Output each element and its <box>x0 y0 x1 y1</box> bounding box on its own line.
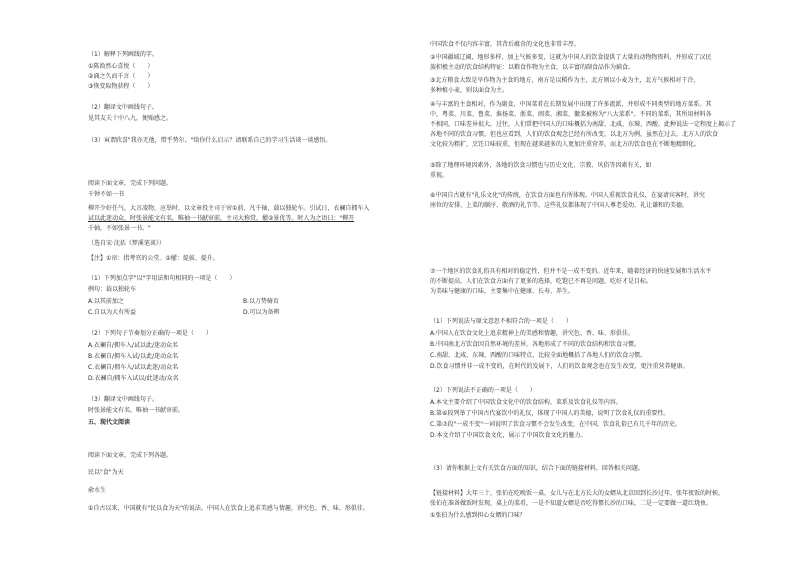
article-paragraph: 中国饮食不仅内容丰富，其背后蕴含的文化也非常丰厚。 <box>430 41 581 48</box>
question-item: ②诵之久而千言（ ） <box>88 73 154 80</box>
option-a: A.中国人在饮食文化上追求精神上的美感和情趣，讲究色、香、味、形俱佳。 <box>430 330 634 337</box>
article-paragraph: 多种植小麦，则以面食为主。 <box>430 87 509 94</box>
reading-intro: 阅读下面文章，完成下列各题。 <box>88 452 173 459</box>
article-paragraph: 不相同，口味差异很大。过往，人们常把中国人的口味概括为南甜、北咸、东辣、西酸。此种说法一定程度上揭示了 <box>430 121 737 128</box>
option-b: B.第⑥段列举了中国古代宴饮中的礼仪，体现了中国人的美德，说明了饮食礼仪的重要性。 <box>430 410 670 417</box>
question-item: ③恢变取物获程（ ） <box>88 83 154 90</box>
option-d: D.可以为备辨 <box>243 309 280 316</box>
question-item: ①陈涣然心喜悦（ ） <box>88 63 154 70</box>
article-paragraph: ⑤除了地理环境因素外，各地的饮食习惯也与历史文化、宗教、风俗等因素有关，如 <box>430 162 652 169</box>
option-a: A.衣襕自/拥车入/试以此/迷动众名 <box>88 342 178 349</box>
option-b: B.以万势骑育 <box>243 298 280 305</box>
link-material: 张伯在准备做饭时发现，桌上的菜肴，一是不知道女婿是否吃得惯长沙的口味，二是一定要做一道红烧鱼。 <box>430 500 713 507</box>
article-body: 柳开少好任气，大言凌物，应举时，以文章投主司于帘①前，凡千轴，载以独轮车。引试日，衣襕自拥车入 <box>88 205 370 212</box>
option-a: A.以其前加之 <box>88 298 124 305</box>
question-header: （1）下列说法与原文意思不相符合的一项是（ ） <box>430 318 572 325</box>
option-b: B.衣襕自/拥车入试/以此/迷动众名 <box>88 353 179 360</box>
article-paragraph: 重视。 <box>430 172 449 179</box>
question-text: 时张景能文有名，唯袖一书献帘前。 <box>88 407 185 414</box>
question-text: ①张伯为什么感到担心女婿的口味？ <box>430 512 526 519</box>
article-body: 试以此迷动众，时张景能文有名，唯袖一书献帘前，主司大称赏，擢②景优等。时人为之语曰："柳开 <box>88 215 355 222</box>
section-heading: 五、现代文阅读 <box>88 419 131 426</box>
question-header: （1）解释下列画线的字。 <box>88 51 158 58</box>
option-d: D.本文介绍了中国饮食文化，展示了中国饮食文化的魅力。 <box>430 432 587 439</box>
article-paragraph: 族积极主动的饮食结构特征：以粮食作物为主食，以丰富的副食品作为辅食。 <box>430 64 635 71</box>
left-column <box>88 0 388 562</box>
question-example: 例句：载以独轮车 <box>88 286 137 293</box>
option-c: C.南甜、北咸、东辣、西酸的口味特点，比较全面地概括了各地人们的饮食习惯。 <box>430 352 647 359</box>
article-paragraph: ⑦一个地区的饮食礼俗具有相对的稳定性，但并不是一成不变的。近年来，随着经济的快速发展和生活水平 <box>430 268 712 275</box>
question-header: （2）下列说法不正确的一项是（ ） <box>430 387 536 394</box>
article-paragraph: 座位的安排、上菜的顺序、敬酒的礼节等，这些礼仪都体现了中国人尊老爱幼、礼让谦和的美德。 <box>430 202 689 209</box>
link-material: 【链接材料】大年三十，张伯在吃晚饭一桌，女儿与在北方长大的女婿从北京回到长沙过年，张年夜饭的时候， <box>430 490 725 497</box>
article-note: 【注】①帘：指考官的公堂。②擢：提拔、提升。 <box>88 255 219 262</box>
reading-intro: 阅读下面文章，完成下列问题。 <box>88 180 173 187</box>
article-paragraph: ⑥中国自古就有"礼乐文化"的传统，在饮食方面也有所体现。中国人重视饮食礼仪，在宴请宾客时，讲究 <box>430 192 705 199</box>
question-header: （3）寅谓欣喜"我亦无他，惜乎势尔。"给你什么启示？请联系自己的学习生活谈一谈感悟。 <box>88 137 332 144</box>
option-b: B.中国南北方饮食因自然环境的差异，各地形成了不同的饮食结构和饮食习惯。 <box>430 341 641 348</box>
article-title: 民以"食"为天 <box>88 469 124 476</box>
question-header: （1）下列加点字"以"字用法和句相同的一项是（ ） <box>88 275 236 282</box>
question-header: （3）请你根据上文有关饮食方面的知识，结合下面的链接材料，回答相关问题。 <box>430 465 644 472</box>
article-paragraph: ③北方粮食大致是旱作物为主食的地方，南方是以稻作为主，北方则以小麦为主，北方气候相对干冷， <box>430 77 700 84</box>
option-c: C.自以为大有所益 <box>88 309 137 316</box>
question-text: 见其友夫十中八九，便贻感之。 <box>88 115 173 122</box>
article-paragraph: 各地不同的饮食习惯，但也应看到，人们的饮食观念已经有所改变，以北方为例，虽然在过去，北方人的饮食 <box>430 131 719 138</box>
option-a: A.本文主要介绍了中国饮食文化中的饮食结构、菜系及饮食礼仪等内容。 <box>430 399 622 406</box>
article-author: 俞水生 <box>88 487 107 494</box>
question-header: （2）翻译文中画线句子。 <box>88 104 158 111</box>
right-column <box>430 0 770 562</box>
article-paragraph: ①自古以来，中国就有"民以食为天"的说法。中国人在饮食上追求美感与情趣，讲究色、香、味、形俱佳。 <box>88 505 369 512</box>
article-paragraph: ②中国疆域辽阔，地形多样，加上气候多变，这就为中国人的饮食提供了大量的动物物资料，并形成了汉民 <box>430 54 712 61</box>
question-header: （3）翻译文中画线句子。 <box>88 396 158 403</box>
option-c: C.第⑦段"一成不变"一词说明了饮食习惯不会发生改变，在中国，饮食礼俗已有几千年的历史。 <box>430 421 681 428</box>
question-header: （2）下列句子节奏划分正确的一项是（ ） <box>88 330 212 337</box>
article-paragraph: ④与丰富的主食相对，作为副食，中国菜肴在长期发展中出现了许多流派，并形成不同类型的地方菜系。其 <box>430 101 712 108</box>
option-d: D.衣襕自/拥车入试以/此迷动/众名 <box>88 375 179 382</box>
article-body: 千轴，不如张景一书。" <box>88 225 151 232</box>
article-source: （选自宋·沈括《梦溪笔谈》） <box>88 240 165 247</box>
article-paragraph: 为美味与健康的口味，主要集中在健康、长寿、养生。 <box>430 288 575 295</box>
article-paragraph: 的不断提高，人们在饮食方面有了更多的选择，吃饱已不再是问题，吃好才是目标。 <box>430 278 653 285</box>
option-c: C.衣襕自/拥车入/试以此迷/动众名 <box>88 364 179 371</box>
article-paragraph: 中，粤菜、川菜、鲁菜、淮扬菜、浙菜、闽菜、湘菜、徽菜被称为"八大菜系"。不同的菜系，其所用材料各 <box>430 111 712 118</box>
option-d: D.饮食习惯并非一成不变的，在时代的发展下，人们的饮食观念也在发生改变，更注重营养健康。 <box>430 363 689 370</box>
article-paragraph: 文化较为粗犷，烹饪口味较重，但现在越来越多的人更加注重营养，而北方的饮食也在不断地精细化。 <box>430 141 701 148</box>
article-title: 千钟不如一书 <box>88 191 125 198</box>
